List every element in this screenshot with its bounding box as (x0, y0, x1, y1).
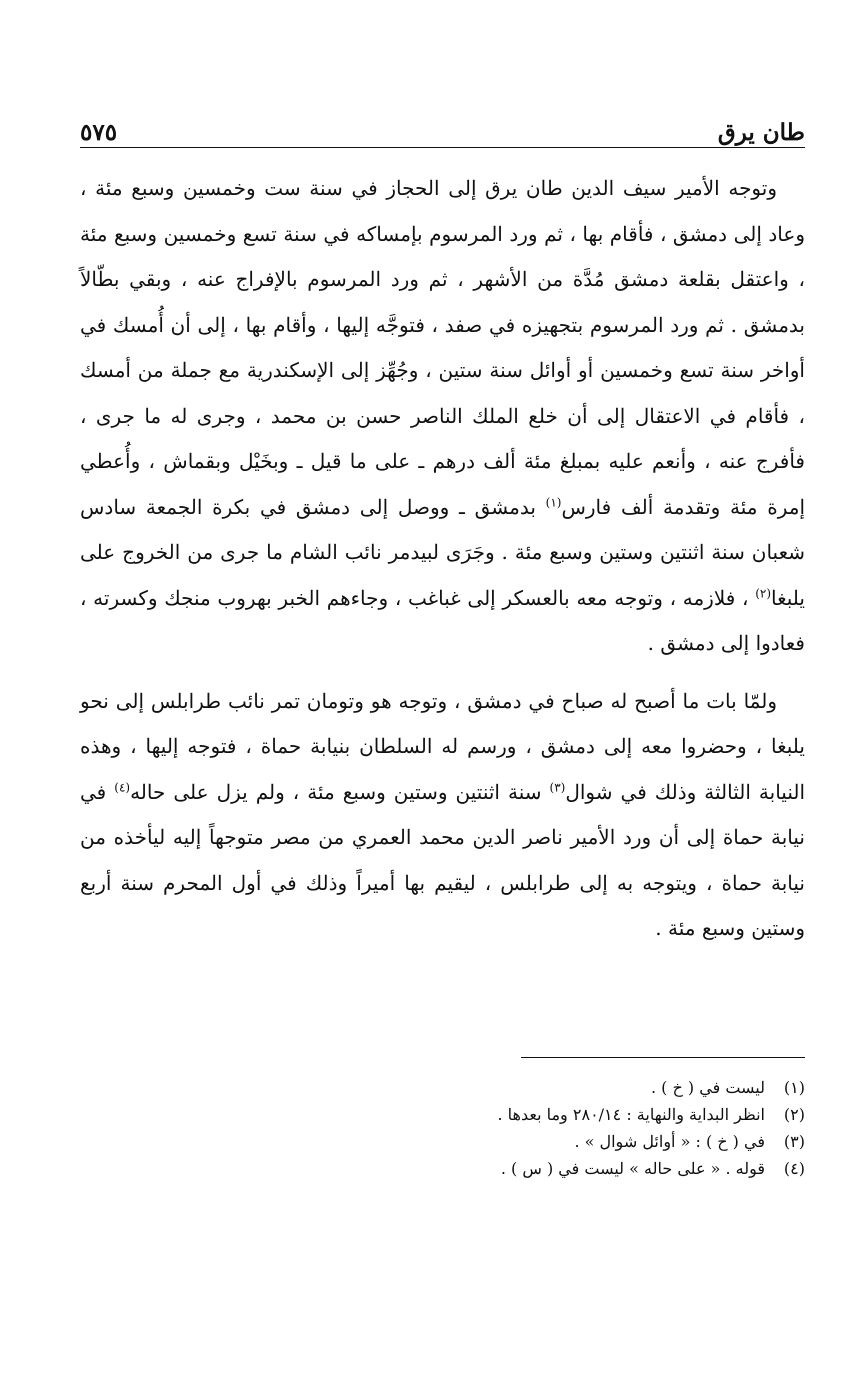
footnote-text: قوله . « على حاله » ليست في ( س ) . (500, 1159, 765, 1178)
footnote (80, 1101, 805, 1128)
paragraph (80, 166, 805, 667)
paragraph (80, 679, 805, 952)
footnote-number: (٣) (783, 1132, 805, 1151)
footnote (80, 1128, 805, 1155)
page-number: ٥٧٥ (80, 119, 118, 146)
footnote-number: (٤) (783, 1159, 805, 1178)
paragraph-segment: في نيابة حماة إلى أن ورد الأمير ناصر الدين محمد العمري من مصر متوجهاً إليه ليأخذه من نيابة حماة ، ويتوجه به إلى طرابلس ، ليقيم بها أميراً وذلك في أول المحرم سنة أربع وستين وسبع مئة . (80, 779, 805, 940)
footnote-rule (521, 1057, 805, 1058)
paragraph-segment: بدمشق ـ ووصل إلى دمشق في بكرة الجمعة سادس شعبان سنة اثنتين وستين وسبع مئة . وجَرَى لبيدمر نائب الشام ما جرى من الخروج على يلبغا (80, 494, 805, 610)
main-text (80, 166, 805, 952)
footnote-reference: (٤) (114, 779, 131, 794)
paragraph-segment: سنة اثنتين وستين وسبع مئة ، ولم يزل على حاله (130, 779, 542, 804)
running-title: طان يرق (717, 119, 805, 146)
paragraph-segment: ولمّا بات ما أصبح له صباح في دمشق ، وتوجه هو وتومان تمر نائب طرابلس إلى نحو يلبغا ، وحضروا معه إلى دمشق ، ورسم له السلطان بنيابة حماة ، فتوجه إليها ، وهذه النيابة الثالثة وذلك في شوال (80, 688, 806, 804)
paragraph-segment: ، فلازمه ، وتوجه معه بالعسكر إلى غباغب ، وجاءهم الخبر بهروب منجك وكسرته ، فعادوا إلى دمشق . (80, 585, 805, 655)
running-header (80, 108, 805, 146)
footnote-number: (١) (783, 1078, 805, 1097)
footnote-reference: (١) (545, 494, 562, 509)
footnote (80, 1074, 805, 1101)
footnote-text: ليست في ( خ ) . (651, 1078, 765, 1097)
footnote (80, 1155, 805, 1182)
footnote-reference: (٢) (755, 585, 772, 600)
header-rule (80, 147, 805, 148)
footnote-text: انظر البداية والنهاية : ٢٨٠/١٤ وما بعدها . (497, 1105, 765, 1124)
footnote-text: في ( خ ) : « أوائل شوال » . (574, 1132, 765, 1151)
paragraph-segment: وتوجه الأمير سيف الدين طان يرق إلى الحجاز في سنة ست وخمسين وسبع مئة ، وعاد إلى دمشق ، فأقام بها ، ثم ورد المرسوم بإمساكه في سنة تسع وخمسين وسبع مئة ، واعتقل بقلعة دمشق مُدَّة من الأشهر ، ثم ورد المرسوم بالإفراج عنه ، وبقي بطّالاً بدمشق . ثم ورد المرسوم بتجهيزه في صفد ، فتوجَّه إليها ، وأقام بها ، إلى أن أُمسك في أواخر سنة تسع وخمسين أو أوائل سنة ستين ، وجُهِّز إلى الإسكندرية مع جملة من أمسك ، فأقام في الاعتقال إلى أن خلع الملك الناصر حسن بن محمد ، وجرى له ما جرى ، فأفرج عنه ، وأنعم عليه بمبلغ مئة ألف درهم ـ على ما قيل ـ وبخَيْل وبقماش ، وأُعطي إمرة مئة وتقدمة ألف فارس (80, 176, 806, 519)
footnote-number: (٢) (783, 1105, 805, 1124)
footnotes (80, 1074, 805, 1182)
footnote-reference: (٣) (549, 779, 566, 794)
